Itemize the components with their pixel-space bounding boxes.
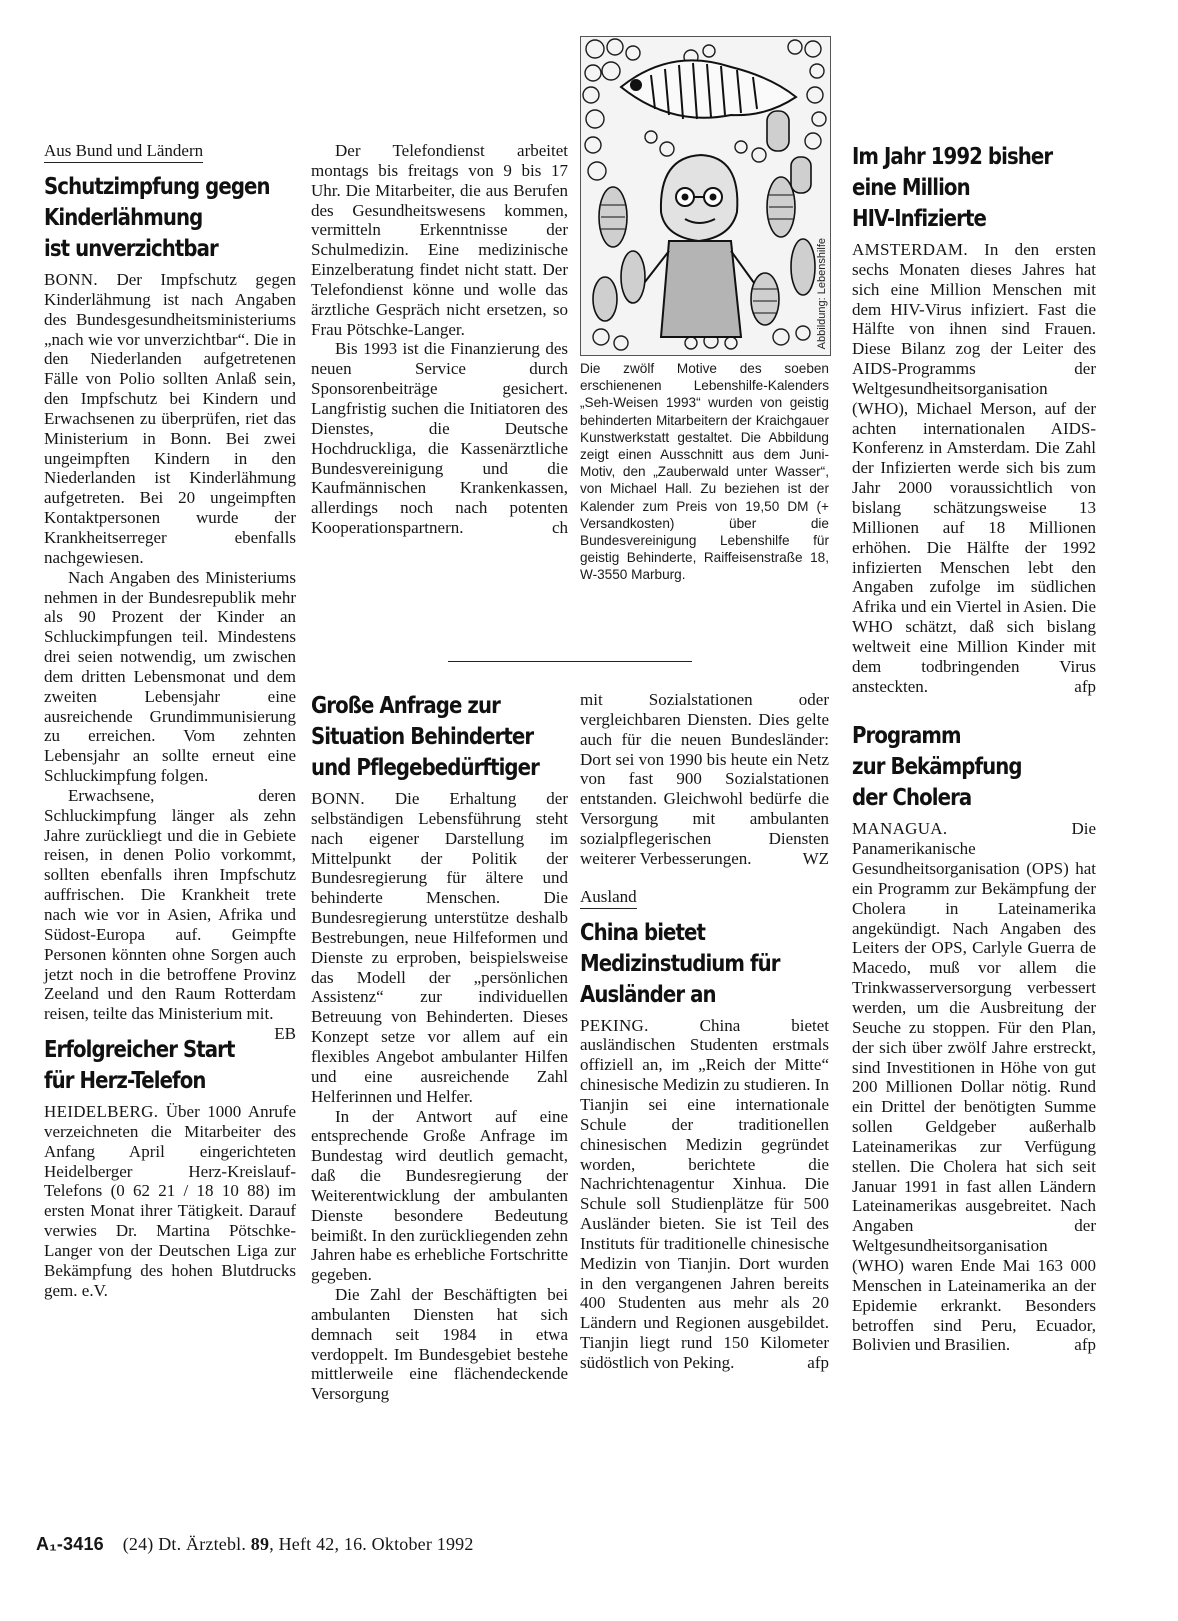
dateline: HEIDELBERG. [44,1102,159,1122]
article-body-china [580,1016,829,1373]
headline-line: eine Million [852,173,970,201]
headline-line: Schutzimpfung gegen [44,172,270,200]
signature: ch [551,518,568,538]
headline-line: Medizinstudium für [580,948,780,977]
signature: afp [807,1352,829,1372]
divider [448,661,692,662]
headline-line: Ausländer an [580,979,716,1008]
dateline: MANAGUA. [852,819,948,839]
headline-china [580,917,789,1010]
column-4 [852,141,1096,1355]
paragraph-text: Die Erhaltung der selbständigen Lebensführung steht nach eigener Darstellung im Mittelpunkt der Politik der Bundesregierung für ältere und behinderte Menschen. Die Bundesregierung unterstütze deshalb Bestrebungen, neue Hilfeformen und Dienste zu erproben, beispielsweise das Modell der „persönlichen Assistenz“ zur individuellen Betreuung von Behinderten. Dieses Konzept setze vor allem auf ein flexibles Angebot ambulanter Hilfen und eine ausreichende Zahl Helferinnen und Helfer. [311,789,569,1106]
signature: WZ [802,848,829,868]
headline-line: und Pflegebedürftiger [311,753,539,781]
headline-polio [44,171,270,264]
paragraph [44,785,296,1044]
page-footer [36,1533,474,1555]
paragraph [852,240,1096,696]
headline-line: der Cholera [852,783,972,812]
page-number: (24) [122,1534,154,1554]
paragraph: Der Telefondienst arbeitet montags bis freitags von 9 bis 17 Uhr. Die Mitarbeiter, die aus Berufen des Gesundheitswesens kommen, vermitteln Erkenntnisse der Schulmedizin. Eine medizinische Einzelberatung findet nicht statt. Der Telefondienst könne und wolle das ärztliche Gespräch nicht ersetzen, so Frau Pötschke-Langer. [311,141,568,339]
paragraph [852,819,1096,1355]
article-body-herz-part2 [311,141,568,538]
headline-line: HIV-Infizierte [852,204,986,232]
drawing-image [581,37,830,355]
paragraph-text: Die Panamerikanische Gesundheitsorganisation (OPS) hat ein Programm zur Bekämpfung der Cholera in Lateinamerika angekündigt. Nach Angaben des Leiters der OPS, Carlyle Guerra de Macedo, muß vor allem die Trinkwasserversorgung verbessert werden, um die Ausbreitung der Seuche zu stoppen. Für den Plan, der sich über zwölf Jahre erstreckt, sind Investitionen in Höhe von gut 200 Millionen Dollar nötig. Rund ein Drittel der benötigten Summe sollen Geldgeber außerhalb Lateinamerikas zur Verfügung stellen. Die Cholera hat sich seit Januar 1991 in fast allen Ländern Lateinamerikas ausgebreitet. Nach Angaben der Weltgesundheitsorganisation (WHO) waren Ende Mai 163 000 Menschen in Lateinamerika an der Epidemie erkrankt. Besonders betroffen sind Peru, Ecuador, Bolivien und Brasilien. [852,819,1096,1355]
headline-line: Große Anfrage zur [311,691,500,719]
headline-hiv [852,141,1057,234]
signature: EB [274,1024,296,1044]
paragraph [44,270,296,568]
dateline: BONN. [311,789,365,808]
headline-line: zur Bekämpfung [852,752,1022,781]
paragraph-text: In den ersten sechs Monaten dieses Jahres hat sich eine Million Menschen mit dem HIV-Virus infiziert. Fast die Hälfte von ihnen sind Frauen. Diese Bilanz zog der Leiter des AIDS-Programms der Weltgesundheitsorganisation (WHO), Michael Merson, auf der achten internationalen AIDS-Konferenz in Amsterdam. Die Zahl der Infizierten werde sich bis zum Jahr 2000 voraussichtlich von bislang schätzungsweise 13 Millionen auf 18 Millionen erhöhen. Die Hälfte der 1992 infizierten Menschen lebt den Angaben zufolge im südlichen Afrika und ein Viertel in Asien. Die WHO schätzt, daß sich bislang weltweit eine Million Kinder mit dem todbringenden Virus ansteckten. [852,240,1096,696]
image-credit: Abbildung: Lebenshilfe [816,237,828,349]
paragraph-text: China bietet ausländischen Studenten erstmals offiziell an, im „Reich der Mitte“ chinesische Medizin zu studieren. In Tianjin sei eine internationale Schule der traditionellen chinesischen Medizin gegründet worden, berichtete die Nachrichtenagentur Xinhua. Die Schule soll Studienplätze für 500 Ausländer bieten. Sie ist Teil des Instituts für traditionelle chinesische Medizin von Tianjin. Dort wurden in den vergangenen Jahren bereits 400 Studenten aus mehr als 20 Ländern und Regionen ausgebildet. Tianjin liegt rund 150 Kilometer südöstlich von Peking. [580,1015,829,1372]
headline-behinderte [311,690,539,783]
section-label: Ausland [580,887,637,909]
headline-line: Kinderlähmung [44,203,203,231]
headline-line: Programm [852,721,961,750]
dateline: BONN. [44,270,98,289]
article-body-behinderte-part2 [580,690,829,869]
signature: afp [1074,1335,1096,1355]
article-body-herz-part1 [44,1102,296,1300]
issue-info: , Heft 42, 16. Oktober 1992 [269,1534,474,1554]
paragraph: Die Zahl der Beschäftigten bei ambulanten Diensten hat sich demnach seit 1984 in etwa verdoppelt. Im Bundesgebiet bestehe mittlerweile eine flächendeckende Versorgung [311,1285,568,1404]
column-1 [44,141,296,1301]
article-body-hiv [852,240,1096,696]
headline-line: Erfolgreicher Start [44,1035,235,1064]
paragraph [580,690,829,869]
volume-number: 89 [250,1534,270,1554]
calendar-illustration [580,36,831,356]
column-3-bottom [580,690,829,1373]
headline-cholera [852,720,1057,813]
paragraph-text: mit Sozialstationen oder vergleichbaren Diensten. Dies gelte auch für die neuen Bundesländer: Dort sei von 1990 bis heute ein Netz von fast 900 Sozialstationen entstanden. Gleichwohl bedürfe die Versorgung mit ambulanten sozialpflegerischen Diensten weiterer Verbesserungen. [580,690,829,868]
figure-caption: Die zwölf Motive des soeben erschienenen Lebenshilfe-Kalenders „Seh-Weisen 1993“ wurden von geistig behinderten Mitarbeitern der Kraichgauer Kunstwerkstatt gestaltet. Die Abbildung zeigt einen Ausschnitt aus dem Juni-Motiv, den „Zauberwald unter Wasser“, von Michael Hall. Zu beziehen ist der Kalender zum Preis von 19,50 DM (+ Versandkosten) über die Bundesvereinigung Lebenshilfe für geistig Behinderte, Raiffeisenstraße 18, W-3550 Marburg. [580,361,829,583]
paragraph-text: Bis 1993 ist die Finanzierung des neuen Service durch Sponsorenbeiträge gesichert. Langfristig suchen die Initiatoren des Dienstes, die Deutsche Hochdruckliga, die Kassenärztliche Bundesvereinigung und die Kaufmännischen Krankenkassen, allerdings noch nach potenten Kooperationspartnern. [311,339,568,538]
paragraph [311,339,568,537]
article-body-cholera [852,819,1096,1355]
article-body-polio [44,270,296,1044]
paragraph-text: Erwachsene, deren Schluckimpfung länger als zehn Jahre zurückliegt und die in Gebiete reisen, in denen Polio vorkommt, sollten ebenfalls ihren Impfschutz auffrischen. Die Krankheit trete nach wie vor in Asien, Afrika und Südost-Europa auf. Geimpfte Personen könnten ohne Sorgen auch jetzt noch in die betroffene Provinz Zeeland und den Raum Rotterdam reisen, teilte das Ministerium mit. [44,785,296,1024]
paragraph: In der Antwort auf eine entsprechende Große Anfrage im Bundestag wird deutlich gemacht, daß die Bundesregierung der Weiterentwicklung der ambulanten Dienste besondere Bedeutung beimißt. In den zurückliegenden zehn Jahren habe es erhebliche Fortschritte gegeben. [311,1106,568,1285]
article-body-behinderte-part1 [311,789,568,1404]
headline-line: Im Jahr 1992 bisher [852,142,1053,170]
paragraph [311,789,568,1107]
paragraph-text: Über 1000 Anrufe verzeichneten die Mitarbeiter des Anfang April eingerichteten Heidelberger Herz-Kreislauf-Telefons (0 62 21 / 18 10 88) im ersten Monat ihrer Tätigkeit. Darauf verwies Dr. Martina Pötschke-Langer von der Deutschen Liga zur Bekämpfung des hohen Blutdrucks gem. e.V. [44,1102,296,1300]
headline-line: ist unverzichtbar [44,234,218,262]
figure [580,36,829,584]
headline-line: für Herz-Telefon [44,1066,206,1095]
headline-line: China bietet [580,917,706,946]
dateline: PEKING. [580,1015,649,1035]
headline-herz [44,1034,256,1096]
paragraph [44,1102,296,1300]
section-label: Aus Bund und Ländern [44,141,203,163]
section-wrap [580,887,829,917]
signature: afp [1074,676,1096,696]
dateline: AMSTERDAM. [852,240,968,259]
column-2-top [311,141,568,538]
paragraph [580,1016,829,1373]
headline-line: Situation Behinderter [311,722,534,750]
paragraph: Nach Angaben des Ministeriums nehmen in der Bundesrepublik mehr als 90 Prozent der Kinder an Schluckimpfungen teil. Mindestens drei seien notwendig, um zwischen dem dritten Lebensmonat und dem zweiten Lebensjahr eine ausreichende Grundimmunisierung zu erreichen. Vom zehnten Lebensjahr an sollte erneut eine Schluckimpfung folgen. [44,567,296,786]
column-2-bottom [311,690,568,1404]
paragraph-text: Der Impfschutz gegen Kinderlähmung ist nach Angaben des Bundesgesundheitsministeriums „nach wie vor unverzichtbar“. Die in den Niederlanden aufgetretenen Fälle von Polio sollten Anlaß sein, den Impfschutz bei Kindern und Erwachsenen zu überprüfen, riet das Ministerium in Bonn. Bei zwei ungeimpften Kindern in den Niederlanden ist Kinderlähmung aufgetreten. Bei 20 ungeimpften Kontaktpersonen wurde der Krankheitserreger ebenfalls nachgewiesen. [44,270,296,567]
journal-name: Dt. Ärztebl. [158,1534,247,1554]
page-label: A₁-3416 [36,1534,104,1554]
